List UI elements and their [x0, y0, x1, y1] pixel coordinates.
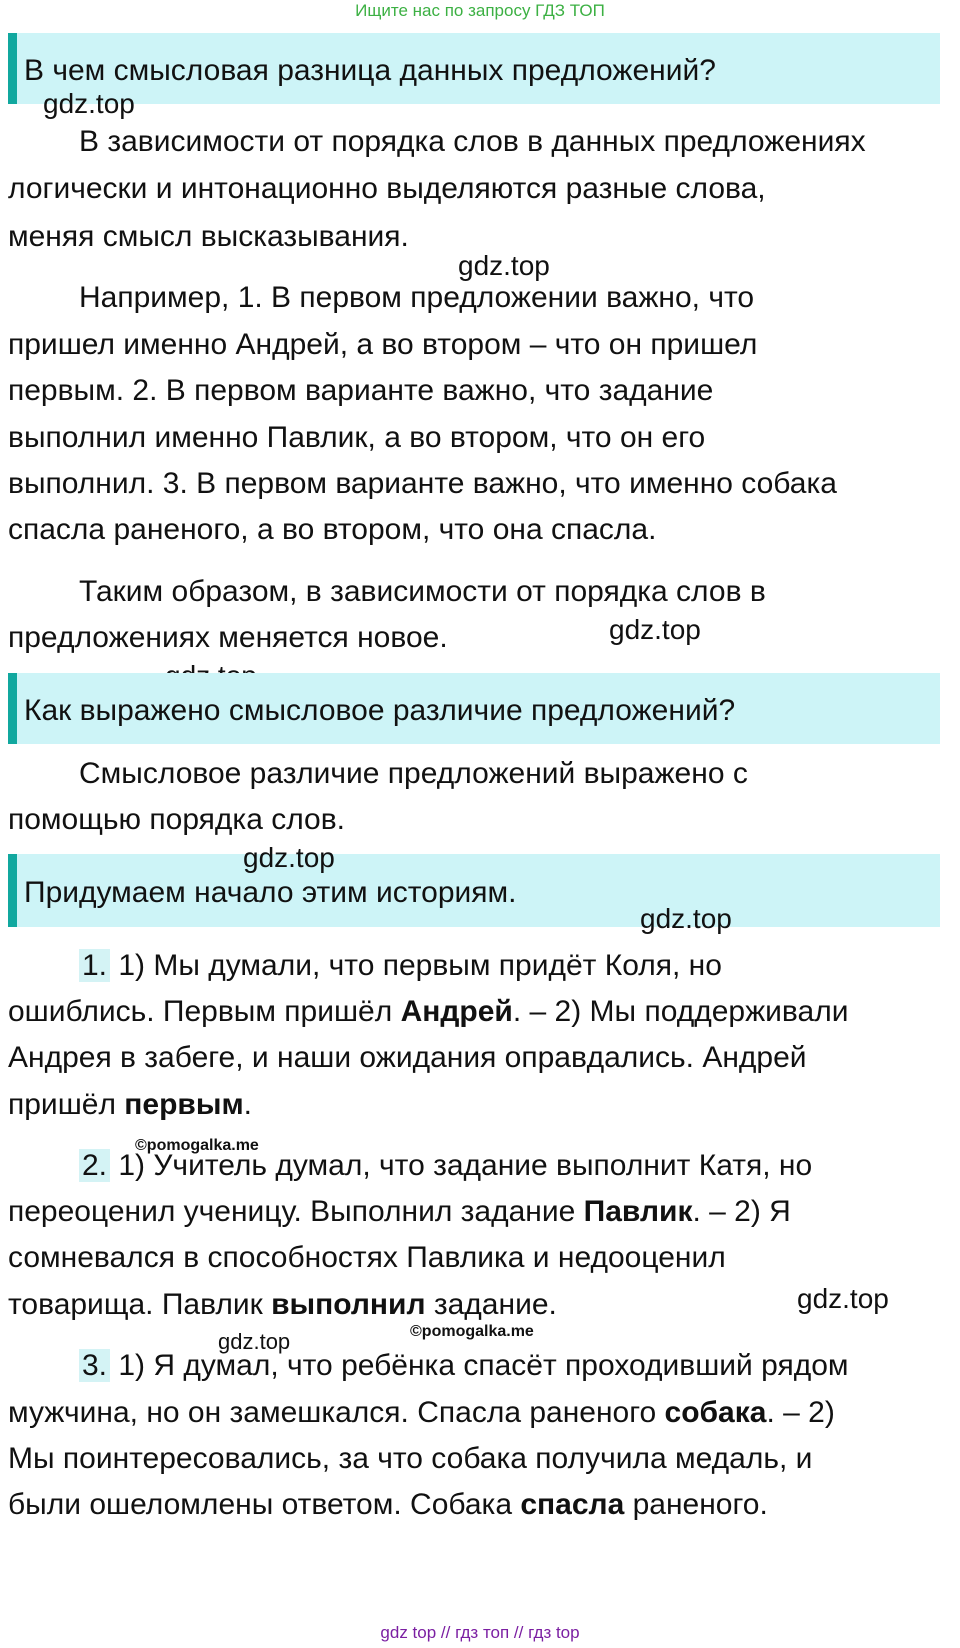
story-2-line-4 — [8, 1287, 557, 1323]
paragraph-2-line-4: выполнил именно Павлик, а во втором, что он его — [8, 421, 706, 454]
story-1-line-1 — [79, 948, 722, 984]
story-text: 1) Я думал, что ребёнка спасёт проходивший рядом — [110, 1349, 849, 1382]
story-text: раненого. — [624, 1488, 768, 1521]
paragraph-2-line-5: выполнил. 3. В первом варианте важно, что именно собака — [8, 467, 837, 500]
story-highlight: Андрей — [400, 995, 513, 1028]
paragraph-2-line-6: спасла раненого, а во втором, что она спасла. — [8, 513, 657, 546]
story-1-line-3: Андрея в забеге, и наши ожидания оправдались. Андрей — [8, 1041, 807, 1074]
copyright-watermark: ©pomogalka.me — [410, 1323, 534, 1340]
story-highlight: собака — [664, 1396, 767, 1429]
top-banner[interactable]: Ищите нас по запросу ГДЗ ТОП — [355, 1, 605, 20]
story-highlight: первым — [124, 1088, 244, 1121]
story-text: ошиблись. Первым пришёл — [8, 995, 401, 1028]
story-text: . — [243, 1088, 253, 1121]
watermark: gdz.top — [243, 842, 335, 873]
paragraph-1-line-3: меняя смысл высказывания. — [8, 220, 409, 253]
story-3-line-2 — [8, 1395, 835, 1431]
story-text: . – 2) Я — [692, 1195, 791, 1228]
story-3-line-1 — [79, 1348, 849, 1384]
paragraph-4-line-2: помощью порядка слов. — [8, 803, 346, 836]
paragraph-1-line-1: В зависимости от порядка слов в данных предложениях — [79, 125, 866, 158]
story-highlight: выполнил — [271, 1288, 426, 1321]
watermark: gdz.top — [458, 250, 550, 281]
watermark: gdz.top — [609, 614, 701, 645]
question-2: Как выражено смысловое различие предложений? — [24, 694, 736, 727]
story-highlight: Павлик — [583, 1195, 693, 1228]
watermark: gdz.top — [218, 1329, 291, 1354]
story-number: 3. — [79, 1349, 110, 1382]
story-number: 1. — [79, 949, 110, 982]
story-2-line-2 — [8, 1194, 791, 1230]
story-3-line-4 — [8, 1487, 768, 1523]
footer-links[interactable]: gdz top // гдз топ // гдз top — [380, 1623, 580, 1642]
paragraph-2-line-1: Например, 1. В первом предложении важно, что — [79, 281, 755, 314]
story-text: . – 2) — [766, 1396, 835, 1429]
paragraph-3-line-2: предложениях меняется новое. — [8, 621, 448, 654]
watermark: gdz.top — [640, 903, 732, 934]
story-2-line-3: сомневался в способностях Павлика и недооценил — [8, 1241, 726, 1274]
question-1: В чем смысловая разница данных предложений? — [24, 54, 716, 87]
story-text: пришёл — [8, 1088, 125, 1121]
story-text: переоценил ученицу. Выполнил задание — [8, 1195, 584, 1228]
paragraph-3-line-1: Таким образом, в зависимости от порядка слов в — [79, 575, 766, 608]
story-text: 1) Мы думали, что первым придёт Коля, но — [110, 949, 722, 982]
story-1-line-4 — [8, 1087, 252, 1123]
watermark: gdz.top — [43, 88, 135, 119]
story-highlight: спасла — [520, 1488, 625, 1521]
story-text: задание. — [425, 1288, 557, 1321]
watermark: gdz.top — [797, 1283, 889, 1314]
story-text: . – 2) Мы поддерживали — [512, 995, 849, 1028]
paragraph-4-line-1: Смысловое различие предложений выражено с — [79, 757, 748, 790]
story-3-line-3: Мы поинтересовались, за что собака получила медаль, и — [8, 1442, 813, 1475]
story-text: мужчина, но он замешкался. Спасла раненого — [8, 1396, 665, 1429]
question-3: Придумаем начало этим историям. — [24, 876, 517, 909]
paragraph-2-line-3: первым. 2. В первом варианте важно, что задание — [8, 374, 714, 407]
story-text: были ошеломлены ответом. Собака — [8, 1488, 521, 1521]
copyright-watermark: ©pomogalka.me — [135, 1137, 259, 1154]
story-2-line-1 — [79, 1148, 812, 1184]
story-text: 1) Учитель думал, что задание выполнит Катя, но — [110, 1149, 813, 1182]
story-1-line-2 — [8, 994, 848, 1030]
story-text: товарища. Павлик — [8, 1288, 272, 1321]
paragraph-2-line-2: пришел именно Андрей, а во втором – что он пришел — [8, 328, 758, 361]
paragraph-1-line-2: логически и интонационно выделяются разные слова, — [8, 172, 766, 205]
story-number: 2. — [79, 1149, 110, 1182]
